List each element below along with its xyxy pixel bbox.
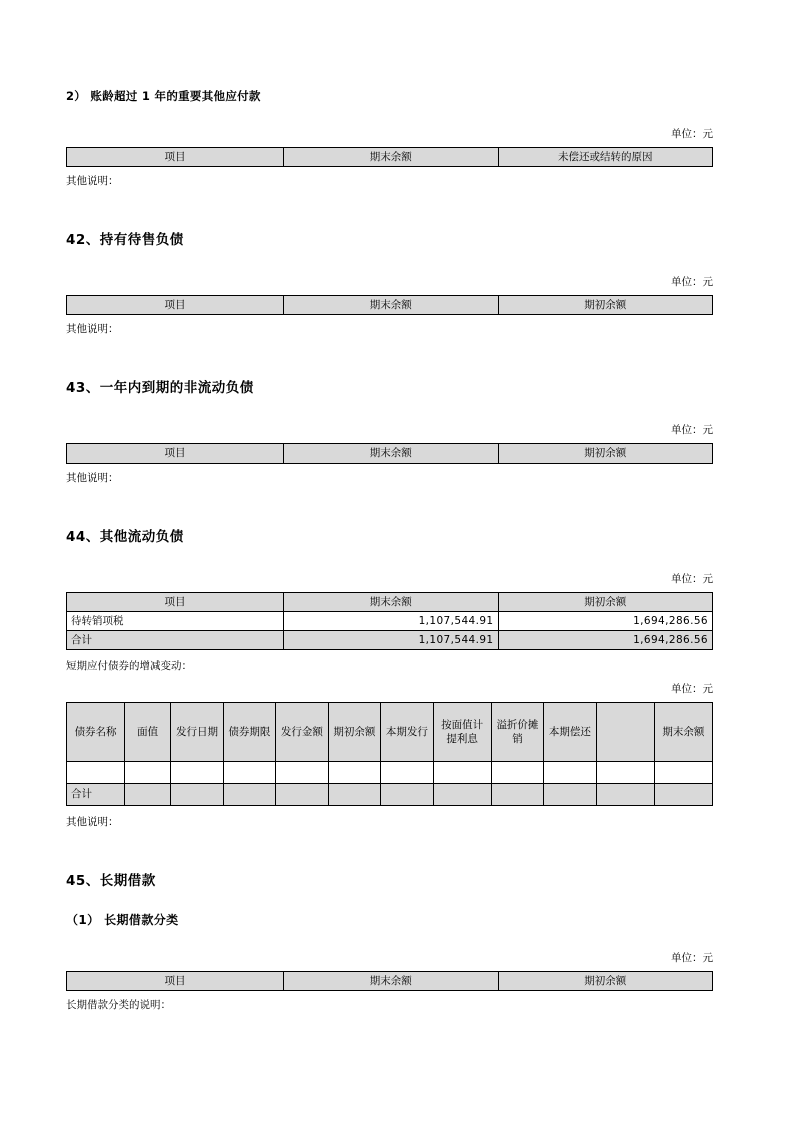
table-row [67, 444, 713, 463]
row-end-balance: 1,107,544.91 [284, 611, 498, 630]
cell [223, 762, 275, 784]
section-44-bond-unit: 单位：元 [671, 683, 713, 696]
section-2-title: 2） 账龄超过 1 年的重要其他应付款 [66, 89, 261, 103]
column-header-issue-date: 发行日期 [171, 703, 223, 762]
column-header-current-repayment: 本期偿还 [544, 703, 596, 762]
cell [654, 762, 712, 784]
cell [596, 784, 654, 806]
table-row [67, 296, 713, 315]
row-end-balance: 1,107,544.91 [284, 630, 498, 649]
section-44-title: 44、其他流动负债 [66, 528, 184, 545]
section-43-table [66, 443, 713, 463]
table-row [67, 592, 713, 611]
section-44-bond-note: 短期应付债券的增减变动： [66, 660, 192, 673]
section-2-table [66, 147, 713, 167]
column-header-reason: 未偿还或结转的原因 [498, 148, 712, 167]
section-2-unit: 单位：元 [671, 128, 713, 140]
column-header-blank [596, 703, 654, 762]
column-header-issue-amount: 发行金额 [276, 703, 328, 762]
cell [125, 762, 171, 784]
column-header-interest-accrued: 按面值计提利息 [433, 703, 491, 762]
column-header-end-balance: 期末余额 [284, 296, 498, 315]
cell [381, 762, 433, 784]
table-row [67, 703, 713, 762]
column-header-item: 项目 [67, 148, 284, 167]
section-2-note: 其他说明： [66, 175, 119, 188]
table-row-total [67, 630, 713, 649]
table-row [67, 762, 713, 784]
column-header-item: 项目 [67, 444, 284, 463]
column-header-item: 项目 [67, 972, 284, 991]
cell [544, 784, 596, 806]
cell [544, 762, 596, 784]
cell [171, 762, 223, 784]
section-44-table [66, 592, 713, 651]
cell [491, 762, 543, 784]
table-row [67, 148, 713, 167]
section-43-title: 43、一年内到期的非流动负债 [66, 380, 254, 397]
cell [125, 784, 171, 806]
section-44-unit: 单位：元 [671, 572, 713, 585]
section-45-subtitle: （1） 长期借款分类 [66, 913, 179, 928]
cell [596, 762, 654, 784]
section-42-table [66, 295, 713, 315]
column-header-face-value: 面值 [125, 703, 171, 762]
column-header-end-balance: 期末余额 [284, 148, 498, 167]
section-42-unit: 单位：元 [671, 276, 713, 289]
cell [67, 762, 125, 784]
section-42-note: 其他说明： [66, 323, 119, 336]
section-42-title: 42、持有待售负债 [66, 232, 184, 249]
column-header-begin-balance: 期初余额 [498, 296, 712, 315]
section-43-unit: 单位：元 [671, 424, 713, 437]
row-begin-balance: 1,694,286.56 [498, 630, 712, 649]
cell [276, 784, 328, 806]
section-44-bond-table [66, 702, 713, 806]
column-header-begin-balance: 期初余额 [498, 444, 712, 463]
table-row [67, 611, 713, 630]
cell [328, 762, 380, 784]
column-header-current-issue: 本期发行 [381, 703, 433, 762]
section-45-unit: 单位：元 [671, 952, 713, 965]
column-header-bond-term: 债券期限 [223, 703, 275, 762]
column-header-begin-balance: 期初余额 [498, 592, 712, 611]
cell [223, 784, 275, 806]
section-45-table [66, 971, 713, 991]
cell [381, 784, 433, 806]
cell [433, 784, 491, 806]
column-header-begin-balance: 期初余额 [328, 703, 380, 762]
cell [491, 784, 543, 806]
cell [654, 784, 712, 806]
column-header-end-balance: 期末余额 [284, 972, 498, 991]
row-begin-balance: 1,694,286.56 [498, 611, 712, 630]
column-header-end-balance: 期末余额 [284, 592, 498, 611]
cell [171, 784, 223, 806]
table-row-total [67, 784, 713, 806]
cell [328, 784, 380, 806]
row-item-label: 合计 [67, 784, 125, 806]
cell [433, 762, 491, 784]
column-header-item: 项目 [67, 592, 284, 611]
section-43-note: 其他说明： [66, 471, 119, 484]
table-row [67, 972, 713, 991]
row-item-label: 合计 [67, 630, 284, 649]
column-header-end-balance: 期末余额 [654, 703, 712, 762]
section-45-note: 长期借款分类的说明： [66, 999, 171, 1012]
row-item-label: 待转销项税 [67, 611, 284, 630]
column-header-bond-name: 债券名称 [67, 703, 125, 762]
cell [276, 762, 328, 784]
column-header-premium-discount: 溢折价摊销 [491, 703, 543, 762]
column-header-begin-balance: 期初余额 [498, 972, 712, 991]
column-header-end-balance: 期末余额 [284, 444, 498, 463]
section-44-note: 其他说明： [66, 816, 119, 829]
section-45-title: 45、长期借款 [66, 873, 156, 890]
column-header-item: 项目 [67, 296, 284, 315]
